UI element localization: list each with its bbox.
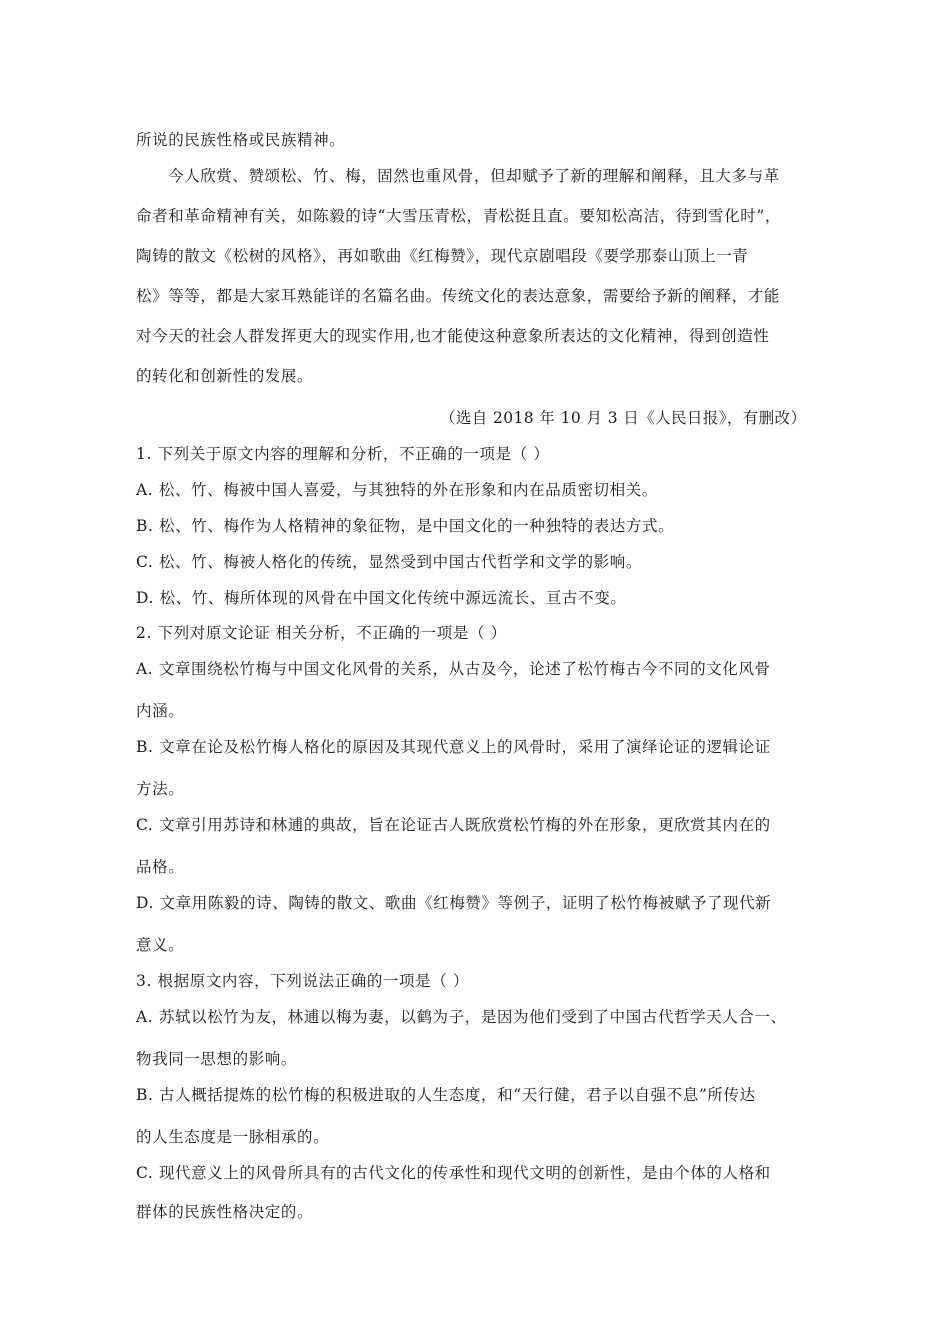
passage-line: 对今天的社会人群发挥更大的现实作用,也才能使这种意象所表达的文化精神，得到创造性 [136, 327, 770, 345]
passage-line: 松》等等，都是大家耳熟能详的名篇名曲。传统文化的表达意象，需要给予新的阐释，才能 [136, 287, 781, 305]
question-3-stem: 3. 根据原文内容，下列说法正确的一项是（ ） [136, 972, 469, 990]
question-3-option-b-cont: 的人生态度是一脉相承的。 [136, 1128, 330, 1146]
passage-line: 所说的民族性格或民族精神。 [136, 131, 346, 149]
passage-line: 的转化和创新性的发展。 [136, 367, 314, 385]
question-2-option-b-cont: 方法。 [136, 780, 185, 798]
question-1-stem: 1. 下列关于原文内容的理解和分析，不正确的一项是（ ） [136, 445, 550, 463]
question-1-option-a: A. 松、竹、梅被中国人喜爱，与其独特的外在形象和内在品质密切相关。 [136, 481, 658, 499]
question-2-option-d: D. 文章用陈毅的诗、陶铸的散文、歌曲《红梅赞》等例子，证明了松竹梅被赋予了现代新 [136, 894, 772, 912]
question-1-option-c: C. 松、竹、梅被人格化的传统，显然受到中国古代哲学和文学的影响。 [136, 553, 642, 571]
question-2-option-b: B. 文章在论及松竹梅人格化的原因及其现代意义上的风骨时，采用了演绎论证的逻辑论证 [136, 738, 771, 756]
question-2-option-d-cont: 意义。 [136, 936, 185, 954]
question-3-option-a: A. 苏轼以松竹为友，林逋以梅为妻，以鹤为子，是因为他们受到了中国古代哲学天人合一、 [136, 1008, 787, 1026]
question-1-option-d: D. 松、竹、梅所体现的风骨在中国文化传统中源远流长、亘古不变。 [136, 589, 627, 607]
source-citation: （选自 2018 年 10 月 3 日《人民日报》，有删改） [440, 409, 807, 427]
question-2-option-a: A. 文章围绕松竹梅与中国文化风骨的关系，从古及今，论述了松竹梅古今不同的文化风骨 [136, 660, 771, 678]
passage-line: 命者和革命精神有关，如陈毅的诗“大雪压青松，青松挺且直。要知松高洁，待到雪化时”， [136, 207, 781, 225]
question-3-option-c-cont: 群体的民族性格决定的。 [136, 1203, 314, 1221]
question-2-option-c-cont: 品格。 [136, 858, 185, 876]
question-1-option-b: B. 松、竹、梅作为人格精神的象征物，是中国文化的一种独特的表达方式。 [136, 517, 675, 535]
question-3-option-c: C. 现代意义上的风骨所具有的古代文化的传承性和现代文明的创新性，是由个体的人格和 [136, 1164, 771, 1182]
question-2-stem: 2. 下列对原文论证 相关分析，不正确的一项是（ ） [136, 624, 507, 642]
passage-line: 陶铸的散文《松树的风格》，再如歌曲《红梅赞》，现代京剧唱段《要学那泰山顶上一青 [136, 247, 749, 265]
question-2-option-c: C. 文章引用苏诗和林逋的典故，旨在论证古人既欣赏松竹梅的外在形象，更欣赏其内在的 [136, 816, 771, 834]
question-2-option-a-cont: 内涵。 [136, 702, 185, 720]
question-3-option-b: B. 古人概括提炼的松竹梅的积极进取的人生态度，和“天行健，君子以自强不息”所传达 [136, 1086, 756, 1104]
question-3-option-a-cont: 物我同一思想的影响。 [136, 1050, 298, 1068]
passage-line: 今人欣赏、赞颂松、竹、梅，固然也重风骨，但却赋予了新的理解和阐释，且大多与革 [168, 167, 780, 185]
